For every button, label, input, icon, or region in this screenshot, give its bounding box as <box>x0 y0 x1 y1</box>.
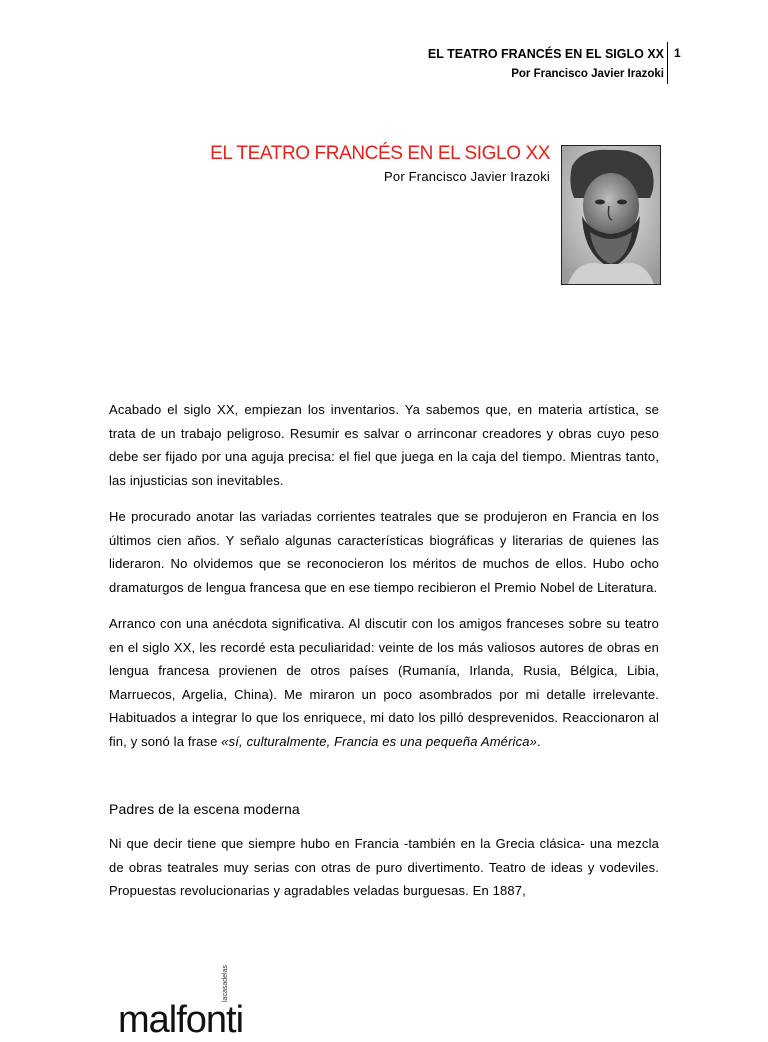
article-body <box>109 398 659 916</box>
paragraph-text: He procurado anotar las variadas corrientes teatrales que se produjeron en Francia en los últimos cien años. Y señalo algunas características biográficas y literarias de quienes las lideraron. No olvidemos que se reconocieron los méritos de muchos de ellos. Hubo ocho dramaturgos de lengua francesa que en ese tiempo recibieron el Premio Nobel de Literatura. <box>109 509 659 595</box>
title-block <box>210 142 550 186</box>
quote: «sí, culturalmente, Francia es una pequeña América» <box>221 733 537 749</box>
author-photo <box>561 145 661 285</box>
paragraph-text: Arranco con una anécdota significativa. Al discutir con los amigos franceses sobre su teatro en el siglo XX, les recordé esta peculiaridad: veinte de los más valiosos autores de obras en lengua francesa provienen de otros países (Rumanía, Irlanda, Rusia, Bélgica, Libia, Marruecos, Argelia, China). Me miraron un poco asombrados por mi detalle irrelevante. Habituados a integrar lo que los enriquece, mi dato los pilló desprevenidos. Reaccionaron al fin, y sonó la frase <box>109 616 659 749</box>
running-header <box>428 44 664 84</box>
logo-tagline: lacasadelas <box>222 965 229 1002</box>
footer-logo <box>118 965 278 1041</box>
running-header-title: EL TEATRO FRANCÉS EN EL SIGLO XX <box>427 47 664 61</box>
running-header-author: Por Francisco Javier Irazoki <box>511 68 664 80</box>
paragraph-end: . <box>537 733 541 749</box>
paragraph <box>109 505 659 599</box>
author-portrait-image <box>562 146 660 284</box>
document-author: Por Francisco Javier Irazoki <box>384 169 550 184</box>
header-divider <box>667 42 668 84</box>
logo-wordmark: malfonti <box>118 999 244 1041</box>
paragraph: Ni que decir tiene que siempre hubo en Francia -también en la Grecia clásica- una mezcla de obras teatrales muy serias con otras de puro divertimento. Teatro de ideas y vodeviles. Propuestas revolucionarias y agradables veladas burguesas. En 1887, <box>109 836 659 898</box>
page-number: 1 <box>674 46 681 60</box>
section-heading: Padres de la escena moderna <box>109 801 300 817</box>
paragraph: Acabado el siglo XX, empiezan los inventarios. Ya sabemos que, en materia artística, se trata de un trabajo peligroso. Resumir es salvar o arrinconar creadores y obras cuyo peso debe ser fijado por una aguja precisa: el fiel que juega en la caja del tiempo. Mientras tanto, las injusticias son inevitables. <box>109 402 659 488</box>
document-title: EL TEATRO FRANCÉS EN EL SIGLO XX <box>210 143 550 164</box>
paragraph <box>109 612 659 753</box>
